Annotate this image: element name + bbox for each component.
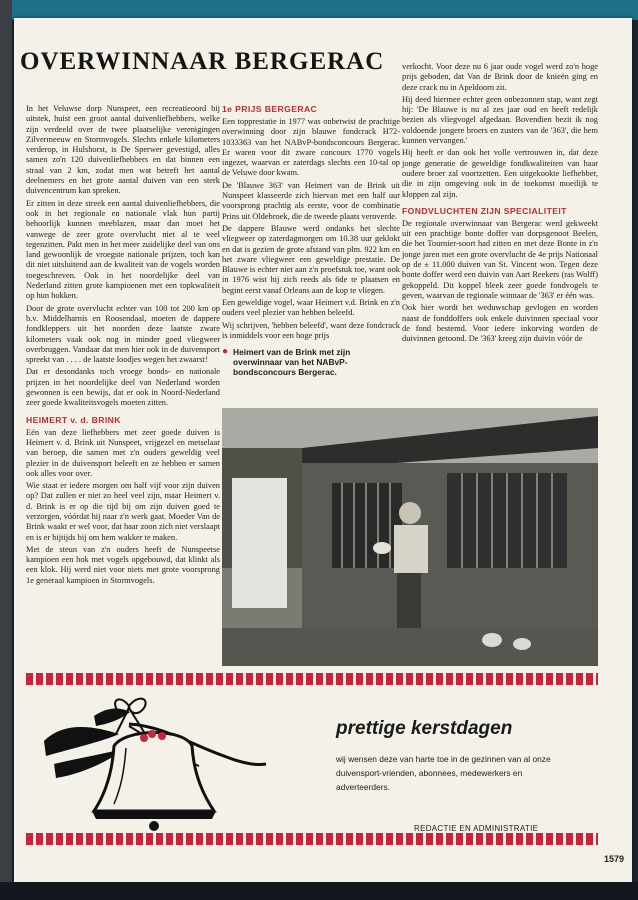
column-2 (222, 104, 400, 377)
photo-caption (222, 347, 400, 377)
top-color-band (0, 0, 638, 20)
paragraph: Met de steun van z'n ouders heeft de Nunspeetse kampioen een hok met vogels opgebouwd, dat klinkt als een klok. Hij werd niet voor niets met grote voorsprong 1e generaal kampioen in Stormvogels. (26, 544, 220, 585)
paragraph: Dat er desondanks toch vroege bonds- en nationale prijzen in het noordelijke deel van Nederland worden gewonnen is een bewijs, dat er ook in Noord-Nederland zeer goede kwaliteitsvogels moeten zitten. (26, 367, 220, 408)
greeting-title: prettige kerstdagen (336, 718, 513, 739)
section-heading-heimert: HEIMERT v. d. BRINK (26, 414, 121, 425)
column-1 (26, 104, 220, 588)
paragraph: Door de grote overvlucht echter van 100 tot 200 km op b.v. Middelharnis en Roosendaal, moeten de dappere fondkleppers uit het noorden deze laatste zware kilometers vaak ook nog in minder goed vliegweer overbruggen. Vandaar dat men hier ook in de duivensport spreekt van . . . . de laatste loodjes wegen het zwaarst! (26, 303, 220, 365)
paragraph: Wie staat er iedere morgen om half vijf voor zijn duiven op? Dat zullen er niet zo heel veel zijn, maar Heimert v. d. Brink is er op die tijd bij om zijn duiven goed te verzorgen, vóórdat hij naar z'n werk gaat. Moeder Van de Brink waakt er wel voor, dat haar zoon zich niet verslaapt en is er bijtijds bij om hem wakker te maken. (26, 481, 220, 542)
paragraph: Er zitten in deze streek een aantal duivenliefhebbers, die ook in het regionale en nationale vlak hun partij behoorlijk kunnen meeblazen, maar dan moet het vanwege de zeer grote overvlucht niet al te veel tegenzitten. Pakt men in het meer zuidelijke deel van ons land gewoonlijk de vroegste nationale prijzen, toch kan dit niet uitsluitend aan de kwaliteit van de vogels worden toegeschreven. Ook in het noordelijke deel van Nederland zitten grote kampioenen met een topkwaliteit op hun hokken. (26, 198, 220, 301)
paragraph: Wij schrijven, 'hebben beleefd', want deze fondcrack is inmiddels voor een hoge prijs (222, 320, 400, 340)
binding-strip (0, 0, 12, 900)
paragraph: Hij heeft er dan ook het volle vertrouwen in, dat deze jonge generatie de geweldige fondkwaliteiten van haar oudere broer zal voortzetten. Een uitgekookte liefhebber, die in zijn omgeving ook in de toekomst moeilijk te kloppen zal zijn. (402, 148, 598, 199)
paragraph: Een topprestatie in 1977 was onbetwist de prachtige overwinning door zijn blauwe fondcrack H72-1033363 van het NABvP-bondsconcours Bergerac. Er waren voor dit zware concours 1770 vogels ingezet, waarvan er zaterdags slechts een 10-tal op de Veluwe door kwam. (222, 117, 400, 178)
caption-text: Heimert van de Brink met zijn overwinnaar van het NABvP-bondsconcours Bergerac. (233, 347, 351, 378)
section-heading-bergerac: 1e PRIJS BERGERAC (222, 104, 318, 114)
festive-border-top (26, 673, 598, 685)
paragraph: verkocht. Voor deze nu 6 jaar oude vogel werd zo'n hoge prijs geboden, dat Van de Brink door de knieën ging en deze crack nu in Apeldoorn zit. (402, 62, 598, 92)
greeting-signature: REDACTIE EN ADMINISTRATIE (414, 824, 539, 833)
bottom-dark-band (0, 882, 638, 900)
bullet-icon: ● (222, 346, 229, 358)
paragraph: De 'Blauwe 363' van Heimert van de Brink uit Nunspeet klasseerde zich hiervan met een half uur voorsprong prachtig als eerste, voor de combinatie Prins uit Oldebroek, die de tweede plaats veroverde. (222, 180, 400, 221)
section-heading-fondvluchten: FONDVLUCHTEN ZIJN SPECIALITEIT (402, 205, 567, 216)
paragraph: Een geweldige vogel, waar Heimert v.d. Brink en z'n ouders veel plezier van hebben beleefd. (222, 298, 400, 318)
article-title: OVERWINNAAR BERGERAC (20, 48, 385, 75)
magazine-page (14, 18, 632, 882)
paragraph: De regionale overwinnaar van Bergerac werd gekweekt uit een prachtige bonte doffer van dorpsgenoot Beelen, die het Tournier-soort had zitten en met deze Bonte in z'n jonge jaren met een grote overvlucht de 4e prijs Nationaal op de ± 11.000 duiven van St. Vincent won. Tegen deze bonte doffer werd een duivin van Aart Reekers (ras Wolff) gekoppeld. Dit koppel bleek zeer goede fondvogels te geven, waarvan de regionale winnaar de '363' er één was. (402, 218, 598, 300)
christmas-bell-icon (34, 686, 274, 831)
column-3 (402, 62, 598, 346)
paragraph: In het Veluwse dorp Nunspeet, een recreatieoord bij uitstek, huist een groot aantal duivenliefhebbers, welke zijn verdeeld over de twee plaatselijke verenigingen Zilvermeeuw en Stormvogels. Slechts enkele kilometers verderop, in Hulshorst, is De Sperwer gevestigd, alles samen zo'n 120 duivenliefhebbers en dat binnen een straal van 2 km, zodat men wat betreft het aantal deelnemers en het grote aantal duiven van een sterk duivencentrum kan spreken. (26, 104, 220, 196)
page-number: 1579 (604, 854, 625, 864)
paragraph: Ook hier wordt het weduwschap gevlogen en worden naast de fonddoffers ook enkele duivinnen speciaal voor de fond bestemd. Voor iedere inkorving worden de duivinnen getoond. De '363' kreeg zijn duivin vóór de (402, 303, 598, 344)
paragraph: De dappere Blauwe werd ondanks het slechte vliegweer op zaterdagmorgen om 10.38 uur geklokt en dat is gezien de grote afstand van plm. 922 km en het zware vliegweer een geweldige prestatie. De Blauwe is echter niet aan z'n proefstuk toe, want ook in 1976 wist hij zich reeds als 6de te plaatsen en begint eerst vanaf Orleans aan de kop te vliegen. (222, 223, 400, 295)
festive-border-bottom (26, 833, 598, 845)
paragraph: Eén van deze liefhebbers met zeer goede duiven is Heimert v. d. Brink uit Nunspeet, vrijgezel en metselaar van beroep, die samen met z'n ouders geweldig veel plezier in de duivensport beleeft en ze hebben er samen ook alles voor over. (26, 427, 220, 478)
paragraph: Hij deed hiermee echter geen onbezonnen stap, want zegt hij: 'De Blauwe is nu al zes jaar oud en heeft redelijk bezien als vliegvogel afgedaan. Bovendien bezit ik nog voldoende jongere broers en zusters van de '363', die hem kunnen vervangen.' (402, 94, 598, 146)
greeting-body: wij wensen deze van harte toe in de gezinnen van al onze duivensport-vrienden, abonnees, medewerkers en adverteerders. (336, 754, 551, 792)
loft-photo (222, 408, 598, 666)
